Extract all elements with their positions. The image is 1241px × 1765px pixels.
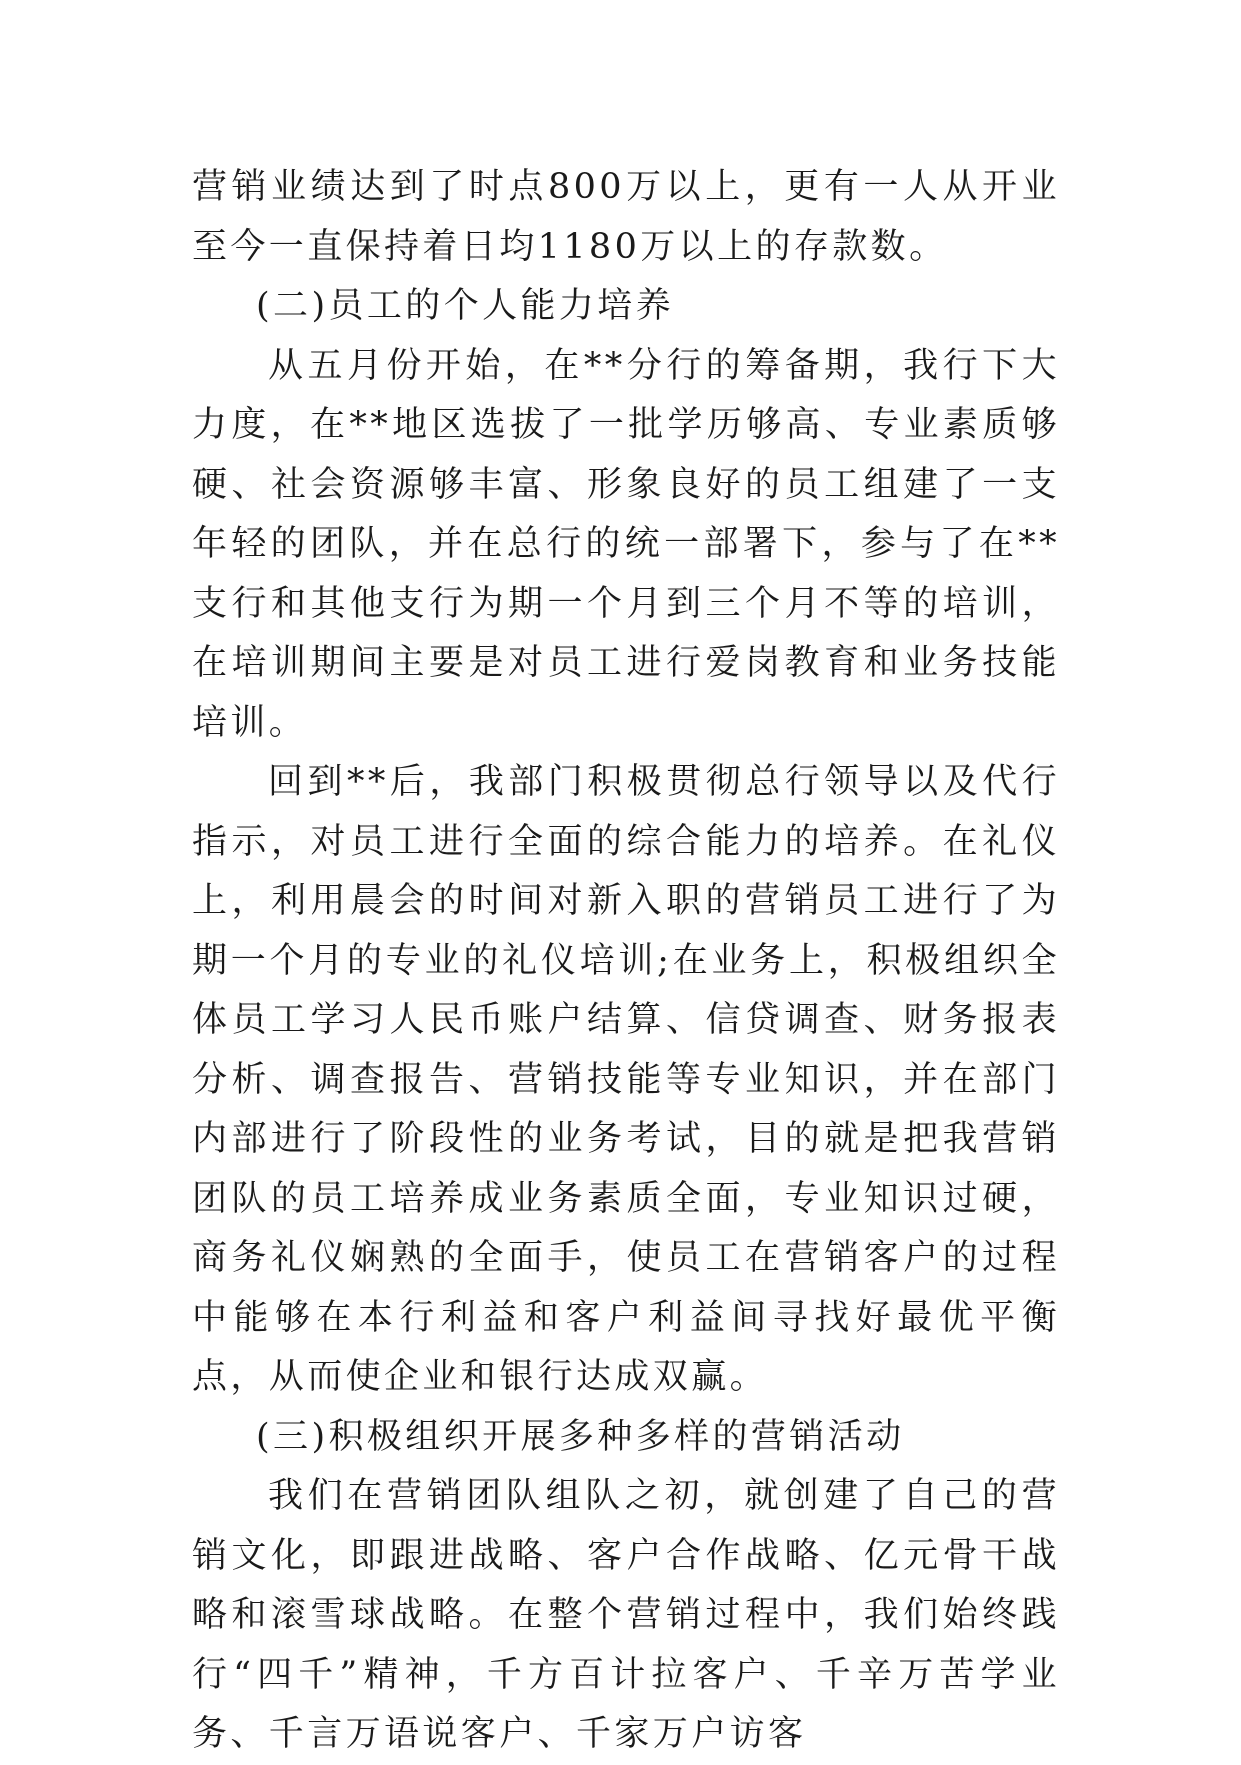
document-body bbox=[192, 158, 1060, 1765]
section-heading-3: (三)积极组织开展多种多样的营销活动 bbox=[256, 1416, 905, 1457]
section-heading-2: (二)员工的个人能力培养 bbox=[256, 286, 675, 326]
paragraph-continuation: 营销业绩达到了时点800万以上，更有一人从开业至今一直保持着日均1180万以上的存款数。 bbox=[192, 167, 1060, 267]
paragraph-marketing-culture: 我们在营销团队组队之初，就创建了自己的营销文化，即跟进战略、客户合作战略、亿元骨干战略和滚雪球战略。在整个营销过程中，我们始终践行“四千”精神，千方百计拉客户、千辛万苦学业务、千言万语说客户、千家万户访客 bbox=[192, 1476, 1060, 1754]
paragraph-comprehensive-training: 回到**后，我部门积极贯彻总行领导以及代行指示，对员工进行全面的综合能力的培养。在礼仪上，利用晨会的时间对新入职的营销员工进行了为期一个月的专业的礼仪培训;在业务上，积极组织全体员工学习人民币账户结算、信贷调查、财务报表分析、调查报告、营销技能等专业知识，并在部门内部进行了阶段性的业务考试，目的就是把我营销团队的员工培养成业务素质全面，专业知识过硬，商务礼仪娴熟的全面手，使员工在营销客户的过程中能够在本行利益和客户利益间寻找好最优平衡点，从而使企业和银行达成双赢。 bbox=[192, 762, 1060, 1397]
paragraph-training-period: 从五月份开始，在**分行的筹备期，我行下大力度，在**地区选拔了一批学历够高、专业素质够硬、社会资源够丰富、形象良好的员工组建了一支年轻的团队，并在总行的统一部署下，参与了在**支行和其他支行为期一个月到三个月不等的培训，在培训期间主要是对员工进行爱岗教育和业务技能培训。 bbox=[192, 345, 1060, 743]
